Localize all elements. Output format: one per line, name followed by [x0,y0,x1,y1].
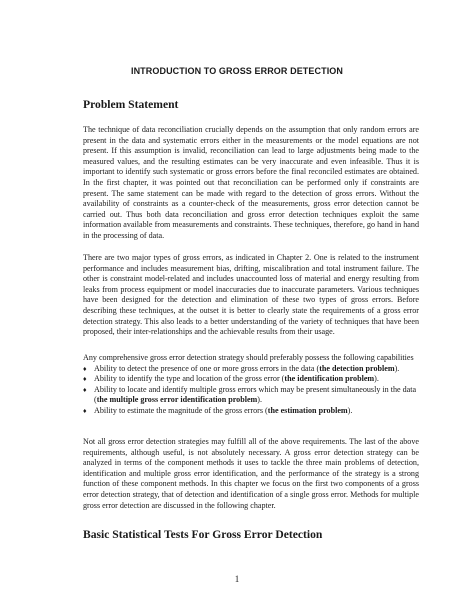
capability-problem-name: the identification problem [284,374,375,384]
chapter-title: INTRODUCTION TO GROSS ERROR DETECTION [130,66,344,76]
diamond-bullet-icon: ♦ [83,385,87,394]
capability-text: Ability to locate and identify multiple gross errors which may be present simultaneously in the data ( [94,384,417,405]
capability-item [83,364,419,375]
capabilities-intro: Any comprehensive gross error detection strategy should preferably possess the following capabilities [83,353,414,362]
capability-text: Ability to detect the presence of one or more gross errors in the data ( [94,363,320,373]
capability-text: Ability to estimate the magnitude of the gross errors ( [94,405,268,415]
capability-item [83,385,419,406]
diamond-bullet-icon: ♦ [83,364,87,373]
capability-text: Ability to identify the type and location of the gross error ( [94,374,285,384]
capability-end: ). [374,374,379,384]
capability-problem-name: the detection problem [319,363,395,373]
capability-problem-name: the estimation problem [267,405,348,415]
paragraph-data-reconciliation: The technique of data reconciliation crucially depends on the assumption that only random errors are present in the data and systematic errors either in the measurements or the model equations are not present. If this assumption is invalid, reconciliation can lead to large adjustments being made to the measured values, and the resulting estimates can be very inaccurate and even infeasible. Thus it is important to identify such systematic or gross errors before the final reconciled estimates are obtained. In the first chapter, it was pointed out that reconciliation can be performed only if constraints are present. The same statement can be made with regard to the detection of gross errors. Without the availability of constraints as a counter-check of the measurements, gross error detection cannot be carried out. Thus both data reconciliation and gross error detection techniques exploit the same information available from measurements and constraints. These techniques, therefore, go hand in hand in the processing of data. [83,125,419,240]
capability-problem-name: the multiple gross error identification problem [96,395,258,405]
capability-end: ). [394,363,400,373]
section-heading-problem-statement: Problem Statement [83,98,179,111]
diamond-bullet-icon: ♦ [83,375,87,384]
capability-end: ). [347,405,353,415]
capability-end: ). [257,395,263,405]
paragraph-strategy-analysis: Not all gross error detection strategies may fulfill all of the above requirements. The last of the above requirements, although useful, is not absolutely necessary. A gross error detection strategy can be analyzed in terms of the component methods it uses to tackle the three main problems of detection, identification and multiple gross error identification, and the performance of the strategy is a strong function of these component methods. In this chapter we focus on the first two components of a gross error detection strategy, that of detection and identification of a single gross error. Methods for multiple gross error detection are discussed in the following chapter. [83,437,419,510]
capabilities-block [83,353,419,417]
paragraph-gross-error-types: There are two major types of gross errors, as indicated in Chapter 2. One is related to the instrument performance and includes measurement bias, drifting, miscalibration and total instrument failure. The other is constraint model-related and includes unaccounted loss of material and energy resulting from leaks from process equipment or model inaccuracies due to inaccurate parameters. Various techniques have been designed for the detection and elimination of these two types of gross errors. Before describing these techniques, at the outset it is better to clearly state the requirements of a gross error detection strategy. This also leads to a better understanding of the variety of techniques that have been proposed, their inter-relationships and the achievable results from their usage. [83,253,419,337]
capabilities-list [83,364,419,417]
diamond-bullet-icon: ♦ [83,406,87,415]
capability-item [83,374,419,385]
page-number: 1 [234,574,240,584]
capability-item [83,406,419,417]
section-heading-statistical-tests: Basic Statistical Tests For Gross Error Detection [83,528,323,541]
